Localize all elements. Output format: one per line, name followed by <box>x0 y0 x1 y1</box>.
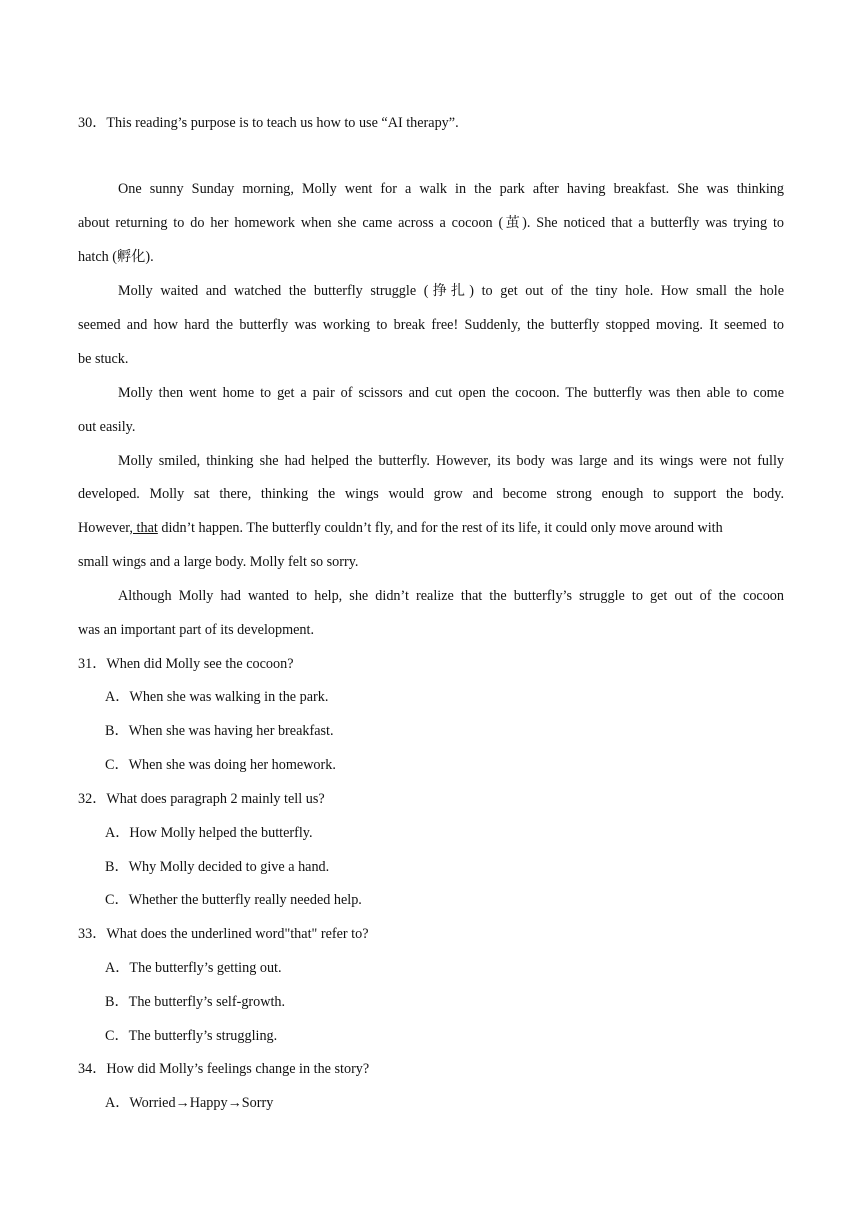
question-31-option-b: B．When she was having her breakfast. <box>105 723 334 739</box>
question-31-stem: 31．When did Molly see the cocoon? <box>78 656 294 672</box>
passage-p4-line3-end: didn’t happen. The butterfly couldn’t fly, and for the rest of its life, it could only move around with <box>157 520 723 536</box>
passage-p4-line3-start: However, <box>78 520 133 536</box>
question-34-option-a: A．Worried→Happy→Sorry <box>105 1095 274 1111</box>
question-34-stem: 34．How did Molly’s feelings change in the story? <box>78 1061 370 1077</box>
question-32-option-a: A．How Molly helped the butterfly. <box>105 825 313 841</box>
question-33-option-a: A．The butterfly’s getting out. <box>105 960 282 976</box>
passage-p4-line4: small wings and a large body. Molly felt so sorry. <box>78 554 359 570</box>
passage-p2-line3: be stuck. <box>78 351 129 367</box>
question-33-option-b: B．The butterfly’s self-growth. <box>105 994 286 1010</box>
question-33-option-c: C．The butterfly’s struggling. <box>105 1028 278 1044</box>
passage-p4-line3 <box>78 519 784 537</box>
passage-p2-line1: Molly waited and watched the butterfly struggle (挣扎) to get out of the tiny hole. How small the hole <box>118 283 784 299</box>
passage-p5-line1: Although Molly had wanted to help, she didn’t realize that the butterfly’s struggle to get out of the cocoon <box>118 588 784 604</box>
passage-p1-line2: about returning to do her homework when she came across a cocoon (茧). She noticed that a butterfly was trying to <box>78 215 784 231</box>
passage-p5-line2: was an important part of its development. <box>78 622 315 638</box>
passage-p2-line2: seemed and how hard the butterfly was working to break free! Suddenly, the butterfly stopped moving. It seemed to <box>78 317 784 333</box>
question-32-option-c: C．Whether the butterfly really needed help. <box>105 892 362 908</box>
passage-p1-line3: hatch (孵化). <box>78 249 154 265</box>
underlined-word-that: that <box>132 520 158 536</box>
question-32-option-b: B．Why Molly decided to give a hand. <box>105 859 330 875</box>
question-31-option-a: A．When she was walking in the park. <box>105 689 329 705</box>
question-31-option-c: C．When she was doing her homework. <box>105 757 336 773</box>
question-30: 30．This reading’s purpose is to teach us how to use “AI therapy”. <box>78 115 459 131</box>
question-32-stem: 32．What does paragraph 2 mainly tell us? <box>78 791 325 807</box>
passage-p4-line2: developed. Molly sat there, thinking the wings would grow and become strong enough to support the body. <box>78 486 784 502</box>
passage-p3-line1: Molly then went home to get a pair of scissors and cut open the cocoon. The butterfly was then able to come <box>118 385 784 401</box>
passage-p4-line1: Molly smiled, thinking she had helped the butterfly. However, its body was large and its wings were not fully <box>118 453 784 469</box>
passage-p3-line2: out easily. <box>78 419 136 435</box>
question-33-stem: 33．What does the underlined word"that" refer to? <box>78 926 369 942</box>
passage-p1-line1: One sunny Sunday morning, Molly went for a walk in the park after having breakfast. She was thinking <box>118 181 784 197</box>
